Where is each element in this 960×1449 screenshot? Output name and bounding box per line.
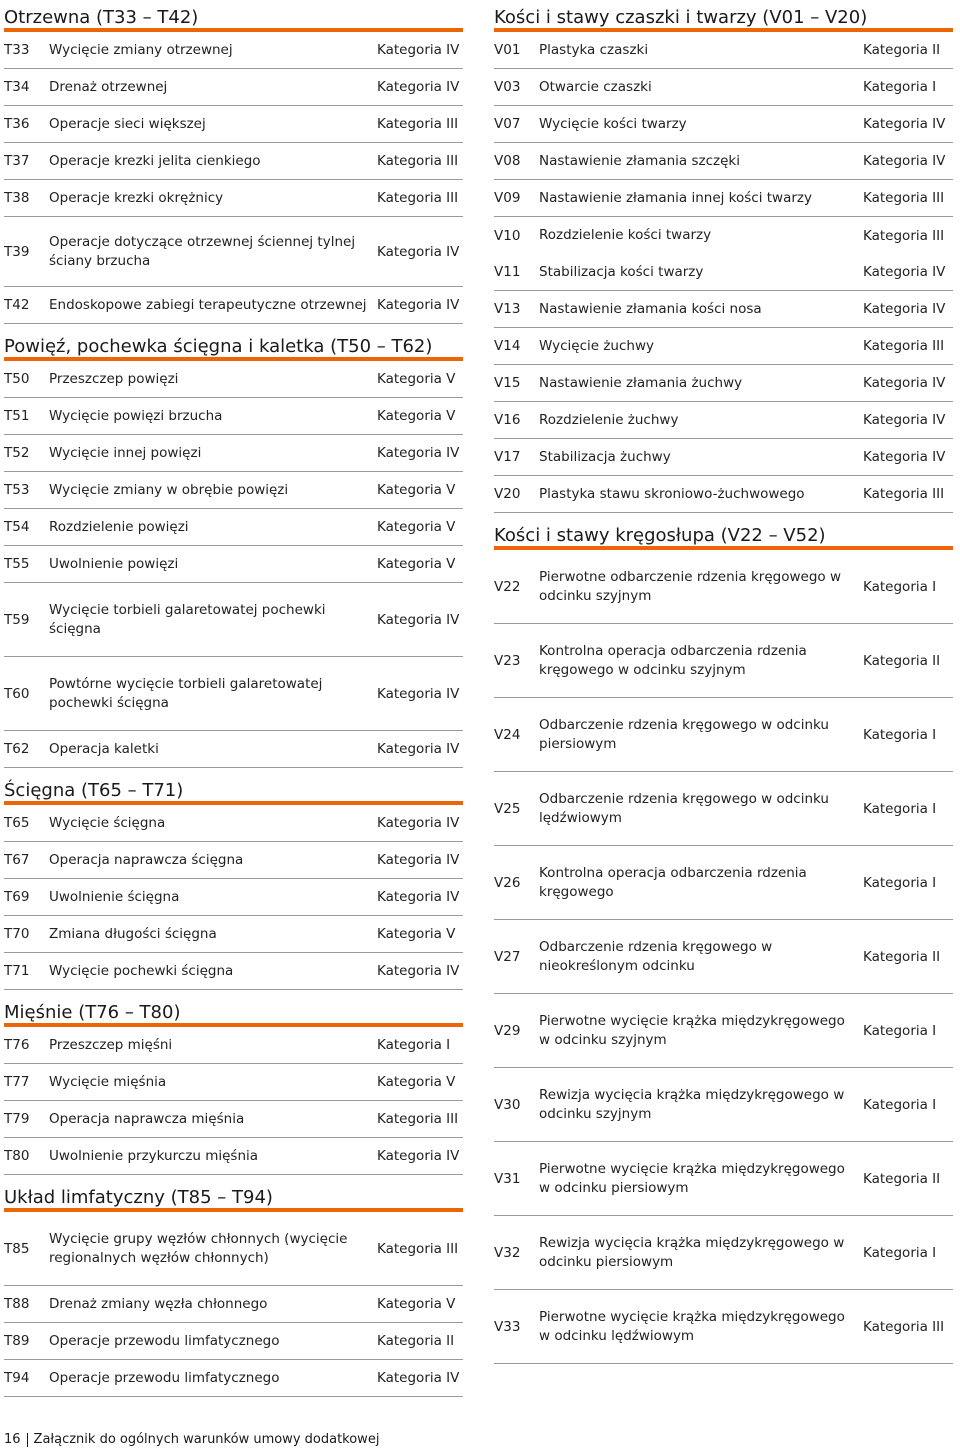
procedure-code: T94 xyxy=(4,1370,30,1386)
table-row xyxy=(4,1027,463,1064)
procedure-category: Kategoria I xyxy=(863,1096,937,1113)
procedure-name: Pierwotne wycięcie krążka międzykręgowego w odcinku szyjnym xyxy=(539,1012,845,1048)
footer-divider xyxy=(27,1433,28,1447)
procedure-code: T60 xyxy=(4,685,30,702)
table-row xyxy=(494,1216,953,1290)
procedure-category: Kategoria II xyxy=(863,1170,941,1187)
procedure-name: Odbarczenie rdzenia kręgowego w odcinku piersiowym xyxy=(539,716,829,752)
right-column xyxy=(494,0,953,1364)
section-title: Ścięgna (T65 – T71) xyxy=(4,768,463,805)
procedure-code: V27 xyxy=(494,948,521,965)
table-row xyxy=(4,953,463,990)
procedure-name: Rozdzielenie powięzi xyxy=(49,518,189,535)
procedure-category: Kategoria IV xyxy=(377,611,460,628)
procedure-category: Kategoria III xyxy=(377,116,459,132)
procedure-name: Nastawienie złamania żuchwy xyxy=(539,374,743,391)
procedure-name: Kontrolna operacja odbarczenia rdzenia kręgowego xyxy=(539,864,807,900)
procedure-category: Kategoria IV xyxy=(377,741,460,757)
procedure-name: Operacja naprawcza mięśnia xyxy=(49,1110,245,1127)
table-row xyxy=(494,994,953,1068)
procedure-code: T50 xyxy=(4,371,30,387)
procedure-name: Nastawienie złamania innej kości twarzy xyxy=(539,189,812,206)
procedure-code: T38 xyxy=(4,190,30,206)
procedure-category: Kategoria III xyxy=(377,153,459,169)
procedure-name: Pierwotne wycięcie krążka międzykręgowego w odcinku lędźwiowym xyxy=(539,1308,845,1344)
table-row xyxy=(4,879,463,916)
table-row xyxy=(494,106,953,143)
table-row xyxy=(494,254,953,291)
table-row xyxy=(494,624,953,698)
procedure-category: Kategoria V xyxy=(377,371,456,387)
procedure-category: Kategoria IV xyxy=(377,42,460,58)
procedure-category: Kategoria V xyxy=(377,519,456,535)
procedure-category: Kategoria III xyxy=(863,486,945,502)
procedure-name: Wycięcie grupy węzłów chłonnych (wycięcie regionalnych węzłów chłonnych) xyxy=(49,1230,348,1266)
table-row xyxy=(4,805,463,842)
table-row xyxy=(494,143,953,180)
procedure-code: V32 xyxy=(494,1244,521,1261)
procedure-category: Kategoria IV xyxy=(863,449,946,465)
procedure-name: Kontrolna operacja odbarczenia rdzenia kręgowego w odcinku szyjnym xyxy=(539,642,807,678)
procedure-code: T51 xyxy=(4,408,30,424)
section xyxy=(4,768,463,990)
procedure-category: Kategoria IV xyxy=(377,815,460,831)
procedure-category: Kategoria I xyxy=(863,1244,937,1261)
procedure-name: Przeszczep powięzi xyxy=(49,370,179,387)
section xyxy=(4,990,463,1175)
table-row xyxy=(4,1286,463,1323)
procedure-code: T89 xyxy=(4,1333,30,1349)
procedure-name: Rozdzielenie kości twarzy xyxy=(539,227,712,243)
procedure-code: V29 xyxy=(494,1022,521,1039)
procedure-name: Odbarczenie rdzenia kręgowego w nieokreślonym odcinku xyxy=(539,938,773,974)
procedure-name: Powtórne wycięcie torbieli galaretowatej pochewki ścięgna xyxy=(49,675,323,711)
section-title: Mięśnie (T76 – T80) xyxy=(4,990,463,1027)
procedure-category: Kategoria I xyxy=(863,726,937,743)
procedure-code: T42 xyxy=(4,297,30,313)
procedure-code: T76 xyxy=(4,1037,30,1053)
table-row xyxy=(494,1290,953,1364)
procedure-code: T79 xyxy=(4,1111,30,1127)
section-title: Układ limfatyczny (T85 – T94) xyxy=(4,1175,463,1212)
procedure-category: Kategoria I xyxy=(863,1022,937,1039)
procedure-category: Kategoria V xyxy=(377,926,456,942)
procedure-name: Operacje krezki jelita cienkiego xyxy=(49,152,261,169)
procedure-name: Wycięcie zmiany otrzewnej xyxy=(49,41,233,58)
procedure-name: Wycięcie innej powięzi xyxy=(49,444,202,461)
procedure-name: Otwarcie czaszki xyxy=(539,78,652,95)
section-title: Otrzewna (T33 – T42) xyxy=(4,0,463,32)
procedure-category: Kategoria IV xyxy=(863,412,946,428)
procedure-code: T88 xyxy=(4,1296,30,1312)
procedure-category: Kategoria III xyxy=(863,1318,945,1335)
procedure-name: Wycięcie kości twarzy xyxy=(539,115,687,132)
procedure-code: V30 xyxy=(494,1096,521,1113)
procedure-name: Przeszczep mięśni xyxy=(49,1036,173,1053)
procedure-code: T80 xyxy=(4,1148,30,1164)
procedure-name: Wycięcie torbieli galaretowatej pochewki ścięgna xyxy=(49,601,326,637)
table-row xyxy=(4,583,463,657)
procedure-code: V11 xyxy=(494,264,521,280)
table-row xyxy=(4,106,463,143)
procedure-name: Zmiana długości ścięgna xyxy=(49,925,217,942)
table-row xyxy=(494,439,953,476)
procedure-category: Kategoria III xyxy=(863,338,945,354)
table-row xyxy=(494,291,953,328)
procedure-code: V25 xyxy=(494,800,521,817)
procedure-name: Wycięcie powięzi brzucha xyxy=(49,407,223,424)
left-column xyxy=(4,0,463,1397)
procedure-code: T36 xyxy=(4,116,30,132)
table-row xyxy=(4,916,463,953)
procedure-category: Kategoria I xyxy=(863,800,937,817)
procedure-name: Rozdzielenie żuchwy xyxy=(539,411,679,428)
procedure-name: Uwolnienie ścięgna xyxy=(49,888,180,905)
procedure-name: Pierwotne odbarczenie rdzenia kręgowego w odcinku szyjnym xyxy=(539,568,841,604)
procedure-category: Kategoria IV xyxy=(377,852,460,868)
table-row xyxy=(4,180,463,217)
procedure-category: Kategoria IV xyxy=(377,297,460,313)
procedure-category: Kategoria V xyxy=(377,1074,456,1090)
page-number: 16 xyxy=(4,1432,21,1447)
procedure-category: Kategoria II xyxy=(863,948,941,965)
procedure-category: Kategoria V xyxy=(377,556,456,572)
table-row xyxy=(494,772,953,846)
procedure-code: T34 xyxy=(4,79,30,95)
table-row xyxy=(4,509,463,546)
procedure-code: V20 xyxy=(494,486,521,502)
table-row xyxy=(4,287,463,324)
procedure-code: T67 xyxy=(4,852,30,868)
procedure-name: Stabilizacja kości twarzy xyxy=(539,263,704,280)
procedure-name: Rewizja wycięcia krążka międzykręgowego w odcinku szyjnym xyxy=(539,1086,845,1122)
procedure-code: V10 xyxy=(494,227,521,244)
procedure-code: V03 xyxy=(494,79,521,95)
procedure-code: V07 xyxy=(494,116,521,132)
procedure-code: T54 xyxy=(4,519,30,535)
procedure-category: Kategoria IV xyxy=(863,375,946,391)
procedure-category: Kategoria IV xyxy=(377,243,460,260)
section xyxy=(494,513,953,1364)
procedure-code: V14 xyxy=(494,338,521,354)
table-row xyxy=(4,546,463,583)
table-row xyxy=(4,472,463,509)
procedure-category: Kategoria IV xyxy=(377,685,460,702)
procedure-code: T70 xyxy=(4,926,30,942)
procedure-category: Kategoria IV xyxy=(863,153,946,169)
table-row xyxy=(494,846,953,920)
table-row xyxy=(494,476,953,513)
procedure-category: Kategoria IV xyxy=(377,1148,460,1164)
procedure-name: Operacja naprawcza ścięgna xyxy=(49,851,244,868)
procedure-name: Nastawienie złamania szczęki xyxy=(539,152,740,169)
procedure-name: Operacja kaletki xyxy=(49,740,159,757)
procedure-code: T71 xyxy=(4,963,30,979)
table-row xyxy=(4,1212,463,1286)
table-row xyxy=(4,657,463,731)
procedure-name: Wycięcie mięśnia xyxy=(49,1073,167,1090)
procedure-category: Kategoria III xyxy=(863,190,945,206)
procedure-category: Kategoria II xyxy=(377,1333,455,1349)
table-row xyxy=(494,217,953,254)
procedure-name: Drenaż otrzewnej xyxy=(49,78,168,95)
section xyxy=(494,0,953,513)
table-row xyxy=(4,1138,463,1175)
table-row xyxy=(494,180,953,217)
procedure-category: Kategoria I xyxy=(377,1037,451,1053)
procedure-name: Uwolnienie powięzi xyxy=(49,555,179,572)
procedure-code: T33 xyxy=(4,42,30,58)
table-row xyxy=(494,1142,953,1216)
table-row xyxy=(494,920,953,994)
procedure-category: Kategoria II xyxy=(863,652,941,669)
procedure-code: V09 xyxy=(494,190,521,206)
procedure-code: V08 xyxy=(494,153,521,169)
table-row xyxy=(494,1068,953,1142)
procedure-code: T39 xyxy=(4,243,30,260)
procedure-category: Kategoria IV xyxy=(863,116,946,132)
procedure-name: Uwolnienie przykurczu mięśnia xyxy=(49,1147,259,1164)
procedure-category: Kategoria IV xyxy=(377,889,460,905)
procedure-name: Wycięcie pochewki ścięgna xyxy=(49,962,234,979)
page-footer xyxy=(4,1432,379,1447)
table-row xyxy=(4,1323,463,1360)
table-row xyxy=(4,69,463,106)
procedure-name: Operacje dotyczące otrzewnej ściennej tylnej ściany brzucha xyxy=(49,233,356,269)
procedure-code: T65 xyxy=(4,815,30,831)
procedure-name: Operacje krezki okrężnicy xyxy=(49,189,224,206)
procedure-code: T62 xyxy=(4,741,30,757)
procedure-category: Kategoria I xyxy=(863,79,937,95)
procedure-code: T77 xyxy=(4,1074,30,1090)
procedure-code: T52 xyxy=(4,445,30,461)
footer-text: Załącznik do ogólnych warunków umowy dodatkowej xyxy=(33,1432,380,1447)
section xyxy=(4,0,463,324)
procedure-name: Wycięcie ścięgna xyxy=(49,814,166,831)
procedure-code: V24 xyxy=(494,726,521,743)
procedure-code: V13 xyxy=(494,301,521,317)
table-row xyxy=(494,550,953,624)
procedure-code: V17 xyxy=(494,449,521,465)
procedure-category: Kategoria IV xyxy=(377,445,460,461)
section xyxy=(4,1175,463,1397)
section xyxy=(4,324,463,768)
procedure-category: Kategoria IV xyxy=(377,79,460,95)
procedure-code: T37 xyxy=(4,153,30,169)
table-row xyxy=(494,402,953,439)
table-row xyxy=(494,69,953,106)
procedure-name: Nastawienie złamania kości nosa xyxy=(539,300,762,317)
section-title: Kości i stawy kręgosłupa (V22 – V52) xyxy=(494,513,953,550)
table-row xyxy=(4,1064,463,1101)
table-row xyxy=(4,1101,463,1138)
procedure-code: V33 xyxy=(494,1318,521,1335)
procedure-name: Plastyka stawu skroniowo-żuchwowego xyxy=(539,485,805,502)
procedure-name: Operacje przewodu limfatycznego xyxy=(49,1332,280,1349)
section-title: Kości i stawy czaszki i twarzy (V01 – V20) xyxy=(494,0,953,32)
procedure-category: Kategoria V xyxy=(377,482,456,498)
table-row xyxy=(4,1360,463,1397)
table-row xyxy=(4,361,463,398)
section-title: Powięź, pochewka ścięgna i kaletka (T50 – T62) xyxy=(4,324,463,361)
table-row xyxy=(494,328,953,365)
procedure-name: Plastyka czaszki xyxy=(539,41,649,58)
procedure-code: V23 xyxy=(494,652,521,669)
table-row xyxy=(4,435,463,472)
procedure-name: Stabilizacja żuchwy xyxy=(539,448,671,465)
procedure-category: Kategoria I xyxy=(863,578,937,595)
table-row xyxy=(4,32,463,69)
procedure-code: V22 xyxy=(494,578,521,595)
procedure-category: Kategoria III xyxy=(863,227,945,244)
procedure-code: T69 xyxy=(4,889,30,905)
procedure-category: Kategoria III xyxy=(377,1111,459,1127)
table-row xyxy=(494,32,953,69)
table-row xyxy=(4,842,463,879)
table-row xyxy=(494,698,953,772)
table-row xyxy=(494,365,953,402)
procedure-name: Odbarczenie rdzenia kręgowego w odcinku lędźwiowym xyxy=(539,790,829,826)
table-row xyxy=(4,217,463,287)
procedure-name: Pierwotne wycięcie krążka międzykręgowego w odcinku piersiowym xyxy=(539,1160,845,1196)
procedure-name: Rewizja wycięcia krążka międzykręgowego w odcinku piersiowym xyxy=(539,1234,845,1270)
procedure-name: Operacje przewodu limfatycznego xyxy=(49,1369,280,1386)
procedure-category: Kategoria I xyxy=(863,874,937,891)
procedure-code: T53 xyxy=(4,482,30,498)
procedure-category: Kategoria IV xyxy=(377,1370,460,1386)
procedure-code: V16 xyxy=(494,412,521,428)
procedure-code: V15 xyxy=(494,375,521,391)
procedure-name: Wycięcie żuchwy xyxy=(539,337,655,354)
table-row xyxy=(4,731,463,768)
procedure-category: Kategoria III xyxy=(377,1240,459,1257)
procedure-code: T55 xyxy=(4,556,30,572)
procedure-category: Kategoria IV xyxy=(863,264,946,280)
procedure-name: Operacje sieci większej xyxy=(49,115,206,132)
procedure-name: Drenaż zmiany węzła chłonnego xyxy=(49,1295,268,1312)
procedure-name: Wycięcie zmiany w obrębie powięzi xyxy=(49,481,289,498)
procedure-category: Kategoria IV xyxy=(377,963,460,979)
procedure-code: V01 xyxy=(494,42,521,58)
procedure-code: T85 xyxy=(4,1240,30,1257)
procedure-code: T59 xyxy=(4,611,30,628)
procedure-category: Kategoria IV xyxy=(863,301,946,317)
table-row xyxy=(4,398,463,435)
procedure-name: Endoskopowe zabiegi terapeutyczne otrzewnej xyxy=(49,296,367,313)
procedure-category: Kategoria II xyxy=(863,42,941,58)
procedure-category: Kategoria III xyxy=(377,190,459,206)
table-row xyxy=(4,143,463,180)
procedure-code: V31 xyxy=(494,1170,521,1187)
procedure-code: V26 xyxy=(494,874,521,891)
procedure-category: Kategoria V xyxy=(377,1296,456,1312)
procedure-category: Kategoria V xyxy=(377,408,456,424)
